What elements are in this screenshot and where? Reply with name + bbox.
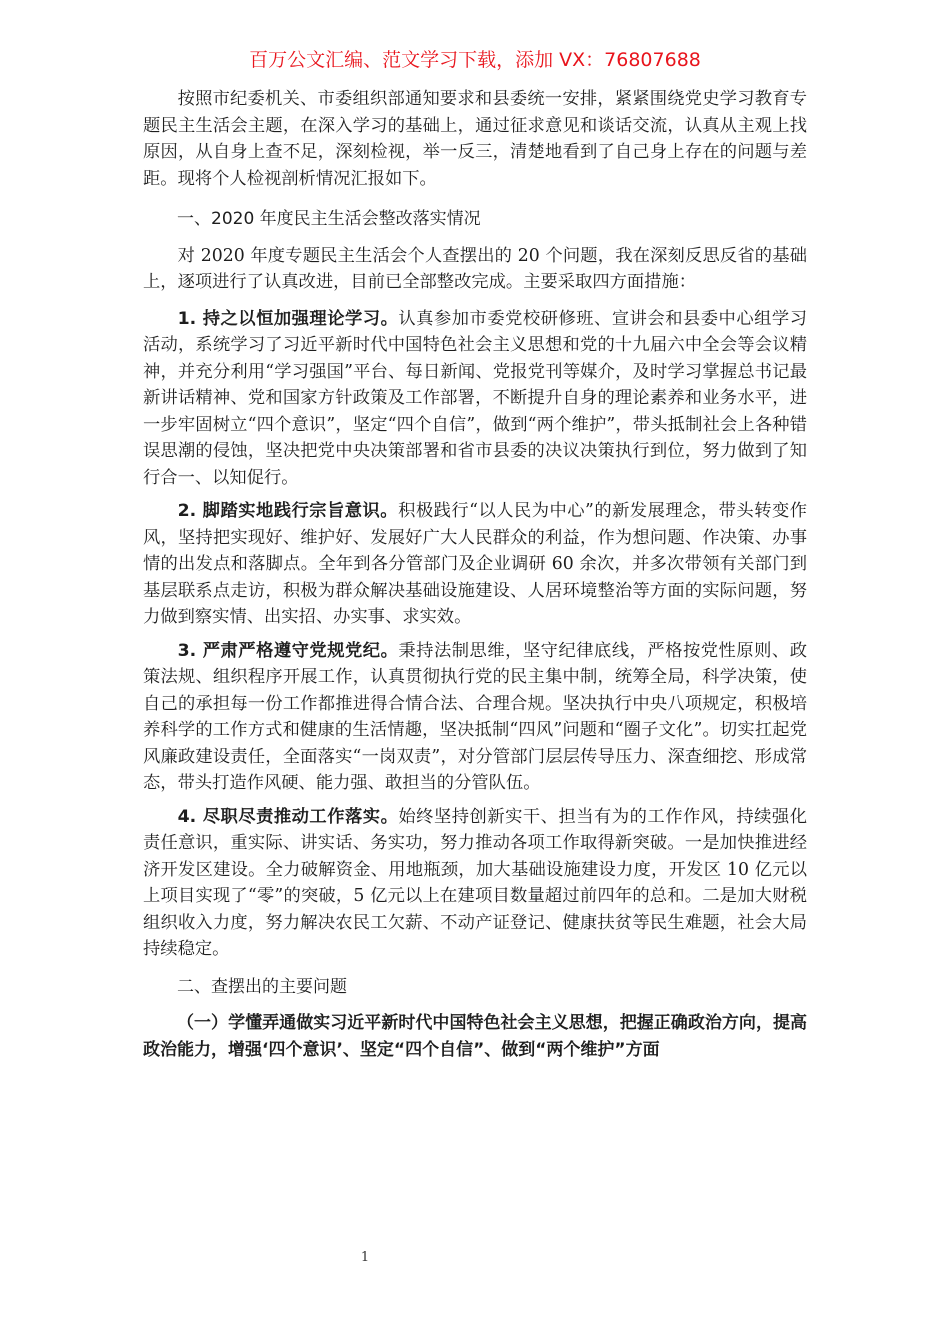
- measure-item-4: [143, 804, 807, 963]
- measure-item-2-text: 积极践行“以人民为中心”的新发展理念，带头转变作风，坚持把实现好、维护好、发展好广大人民群众的利益，作为想问题、作决策、办事情的出发点和落脚点。全年到各分管部门及企业调研 60 余次，并多次带领有关部门到基层联系点走访，积极为群众解决基础设施建设、人居环境整治等方面的实际问题，努力做到察实情、出实招、办实事、求实效。: [143, 501, 808, 627]
- section2-subheading: （一）学懂弄通做实习近平新时代中国特色社会主义思想，把握正确政治方向，提高政治能力，增强‘四个意识’、坚定“四个自信”、做到“两个维护”方面: [143, 1013, 807, 1060]
- page-number: 1: [360, 1250, 370, 1265]
- measure-item-2-lead: 2. 脚踏实地践行宗旨意识。: [177, 501, 399, 521]
- measure-item-1-lead: 1. 持之以恒加强理论学习。: [177, 308, 399, 329]
- watermark-banner: 百万公文汇编、范文学习下载，添加 VX：76807688: [249, 49, 701, 71]
- measure-item-1: [143, 306, 807, 492]
- section1-summary: 对 2020 年度专题民主生活会个人查摆出的 20 个问题，我在深刻反思反省的基础上，逐项进行了认真改进，目前已全部整改完成。主要采取四方面措施：: [143, 245, 807, 292]
- measure-item-2: [143, 498, 807, 631]
- intro-paragraph: 按照市纪委机关、市委组织部通知要求和县委统一安排，紧紧围绕党史学习教育专题民主生活会主题，在深入学习的基础上，通过征求意见和谈话交流，认真从主观上找原因，从自身上查不足，深刻检视，举一反三，清楚地看到了自己身上存在的问题与差距。现将个人检视剖析情况汇报如下。: [143, 89, 807, 189]
- section-heading-1: 一、2020 年度民主生活会整改落实情况: [177, 209, 481, 229]
- measure-item-4-lead: 4. 尽职尽责推动工作落实。: [177, 806, 399, 827]
- measure-item-3-lead: 3. 严肃严格遵守党规党纪。: [177, 640, 399, 661]
- measure-item-3: [143, 638, 807, 797]
- measure-item-1-text: 认真参加市委党校研修班、宣讲会和县委中心组学习活动，系统学习了习近平新时代中国特色社会主义思想和党的十九届六中全会等会议精神，并充分利用“学习强国”平台、每日新闻、党报党刊等媒介，及时学习掌握总书记最新讲话精神、党和国家方针政策及工作部署，不断提升自身的理论素养和业务水平，进一步牢固树立“四个意识”，坚定“四个自信”，做到“两个维护”，带头抵制社会上各种错误思潮的侵蚀，坚决把党中央决策部署和省市县委的决议决策执行到位，努力做到了知行合一、以知促行。: [143, 308, 807, 488]
- measure-item-4-text: 始终坚持创新实干、担当有为的工作作风，持续强化责任意识，重实际、讲实话、务实功，努力推动各项工作取得新突破。一是加快推进经济开发区建设。全力破解资金、用地瓶颈，加大基础设施建设力度，开发区 10 亿元以上项目实现了“零”的突破，5 亿元以上在建项目数量超过前四年的总和。二是加大财税组织收入力度，努力解决农民工欠薪、不动产证登记、健康扶贫等民生难题，社会大局持续稳定。: [143, 806, 807, 959]
- document-body: [143, 86, 807, 1064]
- measure-item-3-text: 秉持法制思维，坚守纪律底线，严格按党性原则、政策法规、组织程序开展工作，认真贯彻执行党的民主集中制，统筹全局，科学决策，使自己的承担每一份工作都推进得合情合法、合理合规。坚决执行中央八项规定，积极培养科学的工作方式和健康的生活情趣，坚决抵制“四风”问题和“圈子文化”。切实扛起党风廉政建设责任，全面落实“一岗双责”，对分管部门层层传导压力、深查细挖、形成常态，带头打造作风硬、能力强、敢担当的分管队伍。: [143, 640, 807, 793]
- section-heading-2: 二、查摆出的主要问题: [177, 976, 347, 997]
